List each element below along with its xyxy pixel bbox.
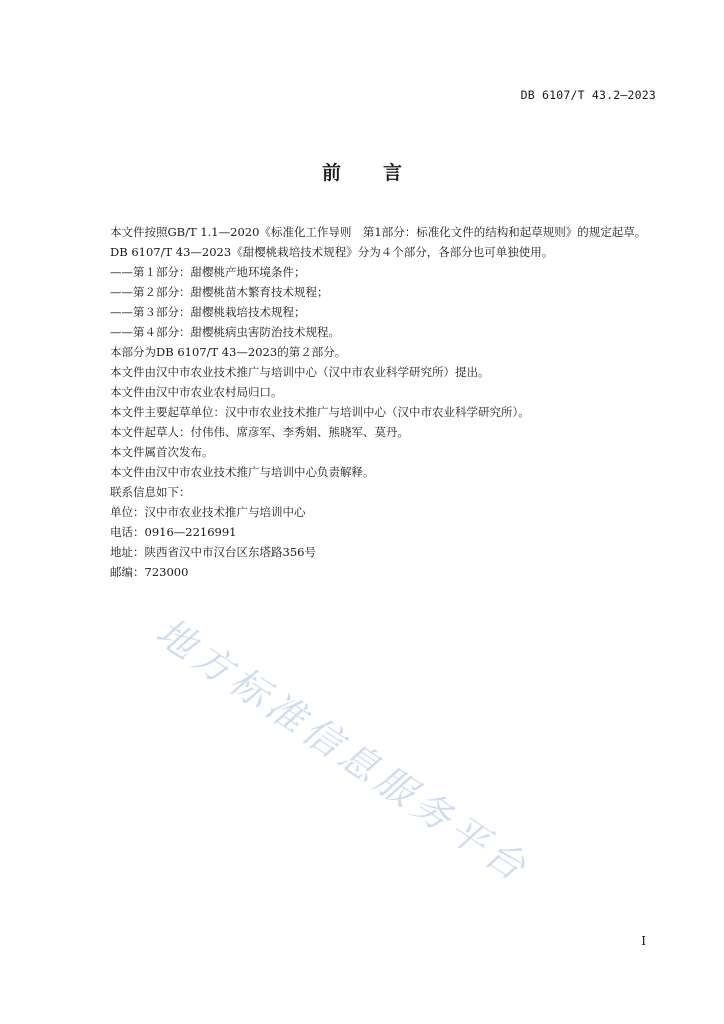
standard-code: DB 6107/T 43.2—2023 (520, 88, 656, 102)
list-item: ——第４部分：甜樱桃病虫害防治技术规程。 (110, 325, 340, 339)
statement-drafters: 本文件起草人：付伟伟、席彦军、李秀娟、熊晓军、莫丹。 (110, 425, 409, 439)
contact-heading: 联系信息如下： (110, 485, 191, 499)
statement-first-release: 本文件属首次发布。 (110, 445, 214, 459)
contact-postcode: 邮编：723000 (110, 565, 189, 579)
intro-paragraph-2: DB 6107/T 43—2023《甜樱桃栽培技术规程》分为４个部分，各部分也可单独使用。 (110, 245, 554, 259)
preface-body (87, 222, 659, 582)
watermark: 地方标准信息服务平台 (148, 609, 538, 892)
title-char-1: 前 (321, 162, 341, 184)
title-char-2: 言 (383, 162, 403, 184)
list-item: ——第３部分：甜樱桃栽培技术规程； (110, 305, 306, 319)
intro-paragraph-1: 本文件按照GB/T 1.1—2020《标准化工作导则 第1部分：标准化文件的结构和起草规则》的规定起草。 (110, 225, 647, 239)
contact-address: 地址：陕西省汉中市汉台区东塔路356号 (110, 545, 316, 559)
page-number: I (641, 934, 646, 948)
statement-drafting-unit: 本文件主要起草单位：汉中市农业技术推广与培训中心（汉中市农业科学研究所）。 (110, 405, 530, 419)
contact-unit: 单位：汉中市农业技术推广与培训中心 (110, 505, 306, 519)
parts-list (87, 262, 659, 342)
statement-administrator: 本文件由汉中市农业农村局归口。 (110, 385, 283, 399)
list-item: ——第１部分：甜樱桃产地环境条件； (110, 265, 306, 279)
contact-phone: 电话：0916—2216991 (110, 525, 237, 539)
statement-part-number: 本部分为DB 6107/T 43—2023的第２部分。 (110, 345, 347, 359)
statement-proposer: 本文件由汉中市农业技术推广与培训中心（汉中市农业科学研究所）提出。 (110, 365, 490, 379)
page-title (0, 158, 724, 185)
statement-interpretation: 本文件由汉中市农业技术推广与培训中心负责解释。 (110, 465, 375, 479)
list-item: ——第２部分：甜樱桃苗木繁育技术规程； (110, 285, 329, 299)
